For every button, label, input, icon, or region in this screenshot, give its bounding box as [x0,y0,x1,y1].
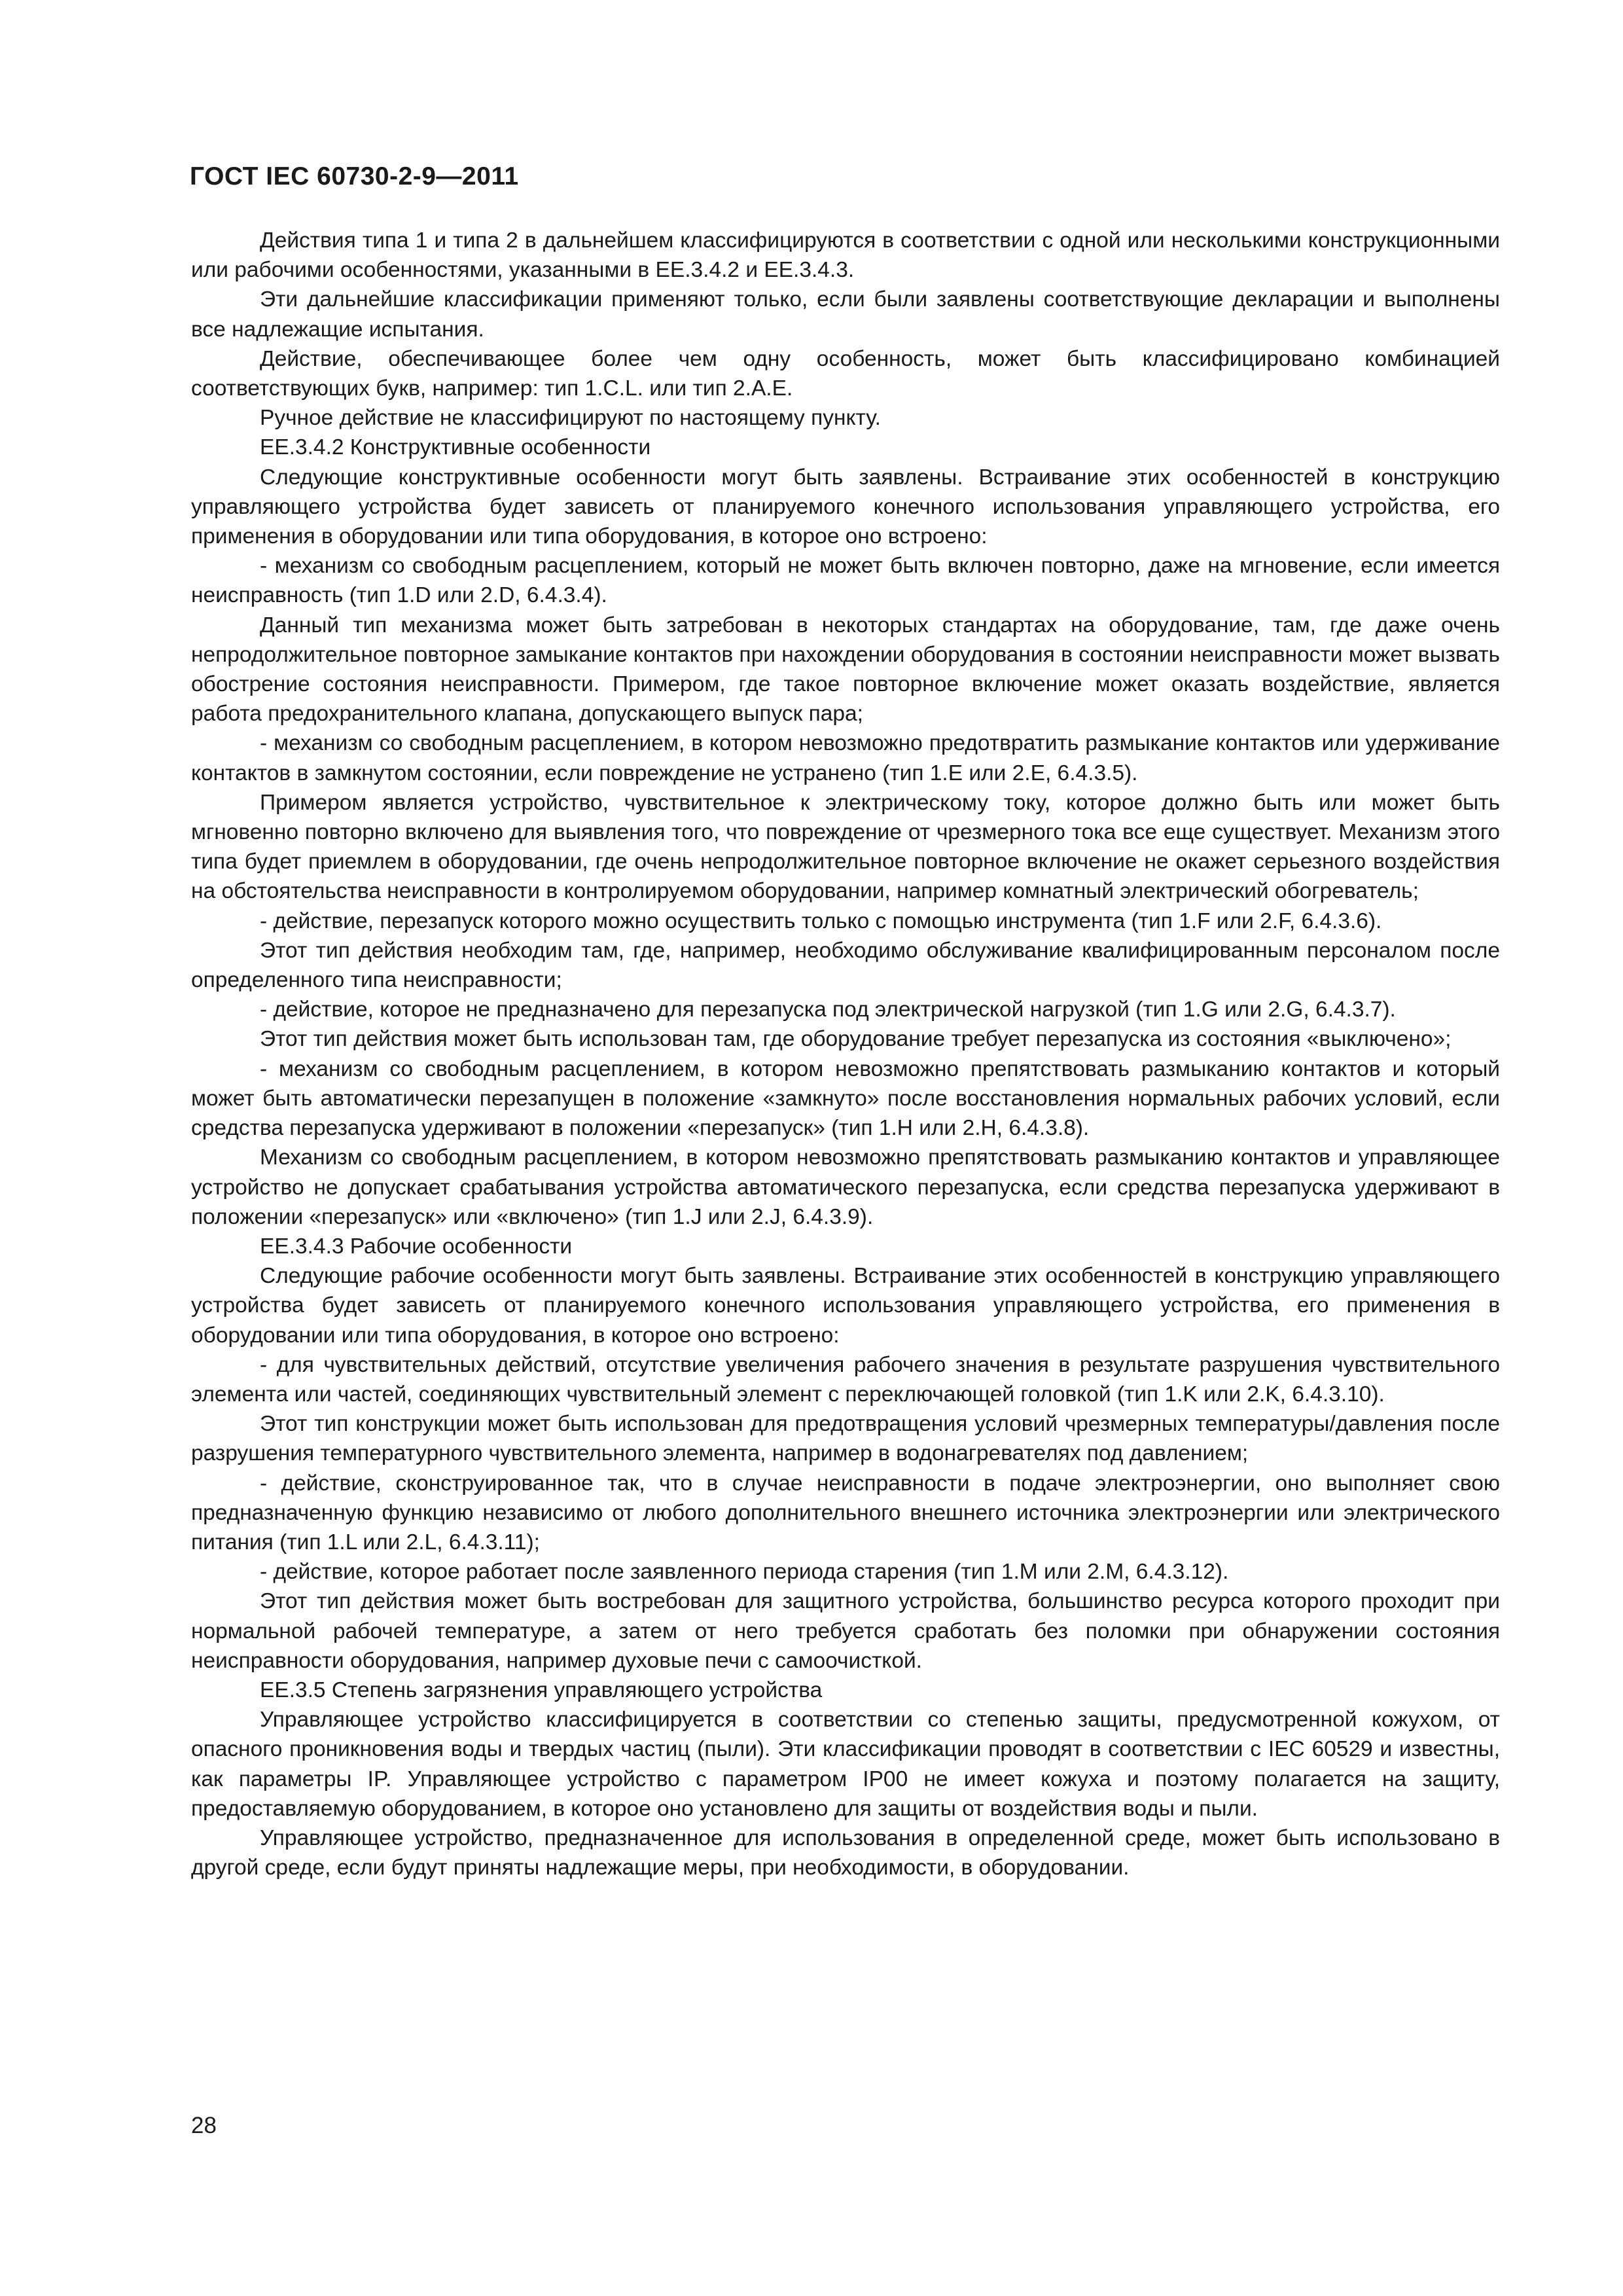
list-item: - механизм со свободным расцеплением, в котором невозможно предотвратить размыкание контактов или удерживание контактов в замкнутом состоянии, если повреждение не устранено (тип 1.E или 2.E, 6.4.3.5). [191,731,1500,785]
document-body [191,226,1500,1882]
paragraph: Механизм со свободным расцеплением, в котором невозможно препятствовать размыканию контактов и управляющее устройство не допускает срабатывания устройства автоматического перезапуска, если средства перезапуска удерживают в положении «перезапуск» или «включено» (тип 1.J или 2.J, 6.4.3.9). [191,1145,1500,1229]
paragraph: Этот тип действия необходим там, где, например, необходимо обслуживание квалифицированным персоналом после определенного типа неисправности; [191,938,1500,993]
section-heading: ЕЕ.3.5 Степень загрязнения управляющего устройства [260,1677,823,1702]
list-item: - действие, перезапуск которого можно осуществить только с помощью инструмента (тип 1.F или 2.F, 6.4.3.6). [260,908,1382,933]
paragraph: Этот тип действия может быть использован там, где оборудование требует перезапуска из состояния «выключено»; [260,1027,1452,1052]
paragraph: Управляющее устройство, предназначенное для использования в определенной среде, может быть использовано в другой среде, если будут приняты надлежащие меры, при необходимости, в оборудовании. [191,1825,1500,1880]
paragraph: Данный тип механизма может быть затребован в некоторых стандартах на оборудование, там, где даже очень непродолжительное повторное замыкание контактов при нахождении оборудования в состоянии неисправности может вызвать обострение состояния неисправности. Примером, где такое повторное включение может оказать воздействие, является работа предохранительного клапана, допускающего выпуск пара; [191,613,1500,726]
paragraph: Действие, обеспечивающее более чем одну особенность, может быть классифицировано комбинацией соответствующих букв, например: тип 1.C.L. или тип 2.A.E. [191,346,1500,401]
paragraph: Действия типа 1 и типа 2 в дальнейшем классифицируются в соответствии с одной или несколькими конструкционными или рабочими особенностями, указанными в ЕЕ.3.4.2 и ЕЕ.3.4.3. [191,228,1500,283]
paragraph: Ручное действие не классифицируют по настоящему пункту. [260,406,881,431]
page-number: 28 [191,2113,217,2138]
section-heading: ЕЕ.3.4.3 Рабочие особенности [260,1234,573,1259]
paragraph: Следующие конструктивные особенности могут быть заявлены. Встраивание этих особенностей в конструкцию управляющего устройства будет зависеть от планируемого конечного использования управляющего устройства, его применения в оборудовании или типа оборудования, в которое оно встроено: [191,465,1500,549]
list-item: - действие, которое работает после заявленного периода старения (тип 1.M или 2.M, 6.4.3.12). [260,1560,1229,1585]
paragraph: Следующие рабочие особенности могут быть заявлены. Встраивание этих особенностей в конструкцию управляющего устройства будет зависеть от планируемого конечного использования управляющего устройства, его применения в оборудовании или типа оборудования, в которое оно встроено: [191,1264,1500,1348]
list-item: - механизм со свободным расцеплением, который не может быть включен повторно, даже на мгновение, если имеется неисправность (тип 1.D или 2.D, 6.4.3.4). [191,554,1500,608]
paragraph: Эти дальнейшие классификации применяют только, если были заявлены соответствующие декларации и выполнены все надлежащие испытания. [191,287,1500,342]
paragraph: Этот тип конструкции может быть использован для предотвращения условий чрезмерных температуры/давления после разрушения температурного чувствительного элемента, например в водонагревателях под давлением; [191,1412,1500,1466]
list-item: - действие, сконструированное так, что в случае неисправности в подаче электроэнергии, оно выполняет свою предназначенную функцию независимо от любого дополнительного внешнего источника электроэнергии или электрического питания (тип 1.L или 2.L, 6.4.3.11); [191,1471,1500,1554]
document-header: ГОСТ IEC 60730-2-9—2011 [190,162,519,190]
list-item: - механизм со свободным расцеплением, в котором невозможно препятствовать размыканию контактов и который может быть автоматически перезапущен в положение «замкнуто» после восстановления нормальных рабочих условий, если средства перезапуска удерживают в положении «перезапуск» (тип 1.H или 2.H, 6.4.3.8). [191,1056,1500,1141]
list-item: - для чувствительных действий, отсутствие увеличения рабочего значения в результате разрушения чувствительного элемента или частей, соединяющих чувствительный элемент с переключающей головкой (тип 1.K или 2.K, 6.4.3.10). [191,1352,1500,1407]
paragraph: Примером является устройство, чувствительное к электрическому току, которое должно быть или может быть мгновенно повторно включено для выявления того, что повреждение от чрезмерного тока все еще существует. Механизм этого типа будет приемлем в оборудовании, где очень непродолжительное повторное включение не окажет серьезного воздействия на обстоятельства неисправности в контролируемом оборудовании, например комнатный электрический обогреватель; [191,790,1500,904]
section-heading: ЕЕ.3.4.2 Конструктивные особенности [260,435,651,460]
paragraph: Этот тип действия может быть востребован для защитного устройства, большинство ресурса которого проходит при нормальной рабочей температуре, а затем от него требуется сработать без поломки при обнаружении состояния неисправности оборудования, например духовые печи с самоочисткой. [191,1589,1500,1673]
paragraph: Управляющее устройство классифицируется в соответствии со степенью защиты, предусмотренной кожухом, от опасного проникновения воды и твердых частиц (пыли). Эти классификации проводят в соответствии с IEC 60529 и известны, как параметры IP. Управляющее устройство с параметром IP00 не имеет кожуха и поэтому полагается на защиту, предоставляемую оборудованием, в которое оно установлено для защиты от воздействия воды и пыли. [191,1708,1500,1821]
list-item: - действие, которое не предназначено для перезапуска под электрической нагрузкой (тип 1.G или 2.G, 6.4.3.7). [260,997,1396,1022]
